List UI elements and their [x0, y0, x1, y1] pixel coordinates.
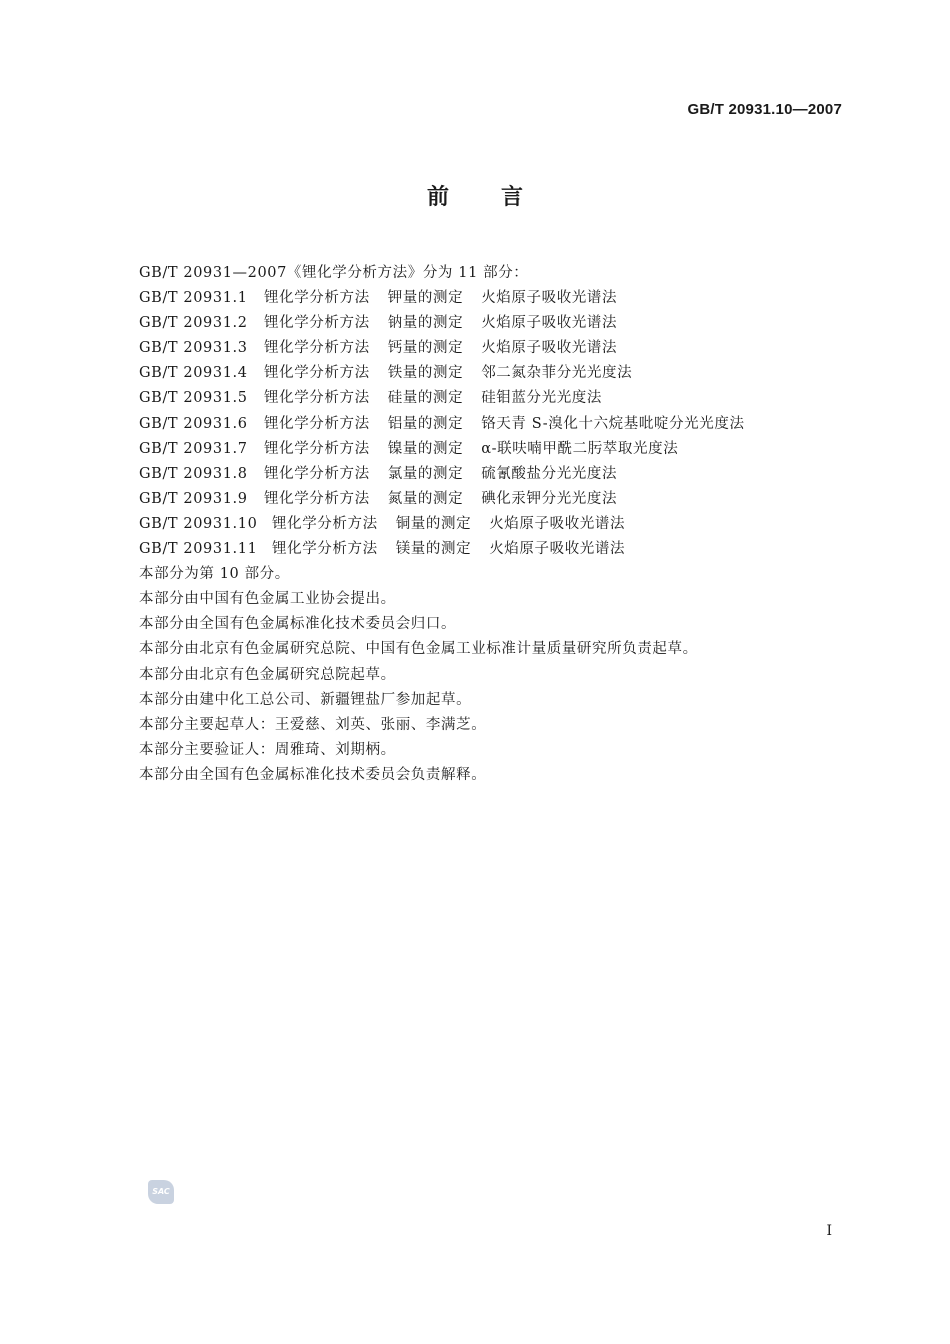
- statement-line: 本部分由北京有色金属研究总院起草。: [139, 666, 396, 683]
- part-item: 铁量的测定: [387, 365, 464, 382]
- part-item: 硅量的测定: [387, 390, 464, 407]
- part-item: 镍量的测定: [387, 440, 464, 457]
- part-item: 铜量的测定: [395, 515, 472, 532]
- part-code: GB/T 20931.4: [139, 365, 248, 382]
- part-subject: 锂化学分析方法: [264, 315, 370, 332]
- part-line: [139, 537, 839, 562]
- part-line: [139, 286, 839, 311]
- part-item: 镁量的测定: [395, 541, 472, 558]
- part-code: GB/T 20931.2: [139, 315, 248, 332]
- statement-line: 本部分由全国有色金属标准化技术委员会负责解释。: [139, 766, 487, 783]
- intro-line: GB/T 20931—2007《锂化学分析方法》分为 11 部分：: [139, 265, 529, 281]
- part-item: 氯量的测定: [387, 465, 464, 482]
- part-method: 铬天青 S-溴化十六烷基吡啶分光光度法: [481, 415, 745, 432]
- part-subject: 锂化学分析方法: [264, 290, 370, 307]
- part-item: 钾量的测定: [387, 290, 464, 307]
- foreword-body: [139, 261, 839, 788]
- page-title: 前言: [426, 185, 575, 210]
- part-line: [139, 462, 839, 487]
- part-subject: 锂化学分析方法: [264, 340, 370, 357]
- part-code: GB/T 20931.10: [139, 515, 258, 532]
- statement-line: 本部分由北京有色金属研究总院、中国有色金属工业标准计量质量研究所负责起草。: [139, 641, 698, 658]
- part-line: [139, 487, 839, 512]
- part-item: 铝量的测定: [387, 415, 464, 432]
- part-line: [139, 361, 839, 386]
- part-subject: 锂化学分析方法: [264, 465, 370, 482]
- standard-code-header: GB/T 20931.10—2007: [687, 101, 842, 118]
- part-subject: 锂化学分析方法: [264, 440, 370, 457]
- part-line: [139, 386, 839, 411]
- part-code: GB/T 20931.5: [139, 390, 248, 407]
- part-line: [139, 512, 839, 537]
- part-code: GB/T 20931.3: [139, 340, 248, 357]
- part-line: [139, 336, 839, 361]
- statement-line: 本部分由建中化工总公司、新疆锂盐厂参加起草。: [139, 691, 472, 708]
- part-code: GB/T 20931.11: [139, 541, 258, 558]
- statement-line: 本部分主要起草人：王爱慈、刘英、张丽、李满芝。: [139, 716, 487, 733]
- part-code: GB/T 20931.6: [139, 415, 248, 432]
- part-method: 邻二氮杂菲分光光度法: [481, 365, 633, 382]
- part-item: 钠量的测定: [387, 315, 464, 332]
- statement-line: 本部分由中国有色金属工业协会提出。: [139, 591, 396, 608]
- parts-list: [139, 286, 839, 562]
- part-subject: 锂化学分析方法: [272, 515, 378, 532]
- part-subject: 锂化学分析方法: [264, 490, 370, 507]
- statement-line: 本部分由全国有色金属标准化技术委员会归口。: [139, 616, 457, 633]
- part-method: 硅钼蓝分光光度法: [481, 390, 603, 407]
- part-method: α-联呋喃甲酰二肟萃取光度法: [481, 440, 679, 457]
- part-code: GB/T 20931.8: [139, 465, 248, 482]
- part-code: GB/T 20931.9: [139, 490, 248, 507]
- part-subject: 锂化学分析方法: [264, 415, 370, 432]
- part-method: 火焰原子吸收光谱法: [481, 340, 618, 357]
- part-line: [139, 437, 839, 462]
- part-item: 钙量的测定: [387, 340, 464, 357]
- part-method: 硫氰酸盐分光光度法: [481, 465, 618, 482]
- part-method: 火焰原子吸收光谱法: [481, 315, 618, 332]
- part-method: 火焰原子吸收光谱法: [489, 541, 626, 558]
- part-method: 碘化汞钾分光光度法: [481, 490, 618, 507]
- statement-line: 本部分为第 10 部分。: [139, 566, 290, 583]
- part-method: 火焰原子吸收光谱法: [481, 290, 618, 307]
- part-item: 氮量的测定: [387, 490, 464, 507]
- statement-line: 本部分主要验证人：周雅琦、刘期柄。: [139, 741, 396, 758]
- part-subject: 锂化学分析方法: [264, 390, 370, 407]
- statements-list: [139, 562, 839, 788]
- part-method: 火焰原子吸收光谱法: [489, 515, 626, 532]
- part-subject: 锂化学分析方法: [264, 365, 370, 382]
- page-number: I: [826, 1223, 832, 1239]
- part-subject: 锂化学分析方法: [272, 541, 378, 558]
- part-code: GB/T 20931.7: [139, 440, 248, 457]
- part-line: [139, 412, 839, 437]
- sac-logo: SAC: [148, 1180, 174, 1204]
- part-line: [139, 311, 839, 336]
- part-code: GB/T 20931.1: [139, 290, 248, 307]
